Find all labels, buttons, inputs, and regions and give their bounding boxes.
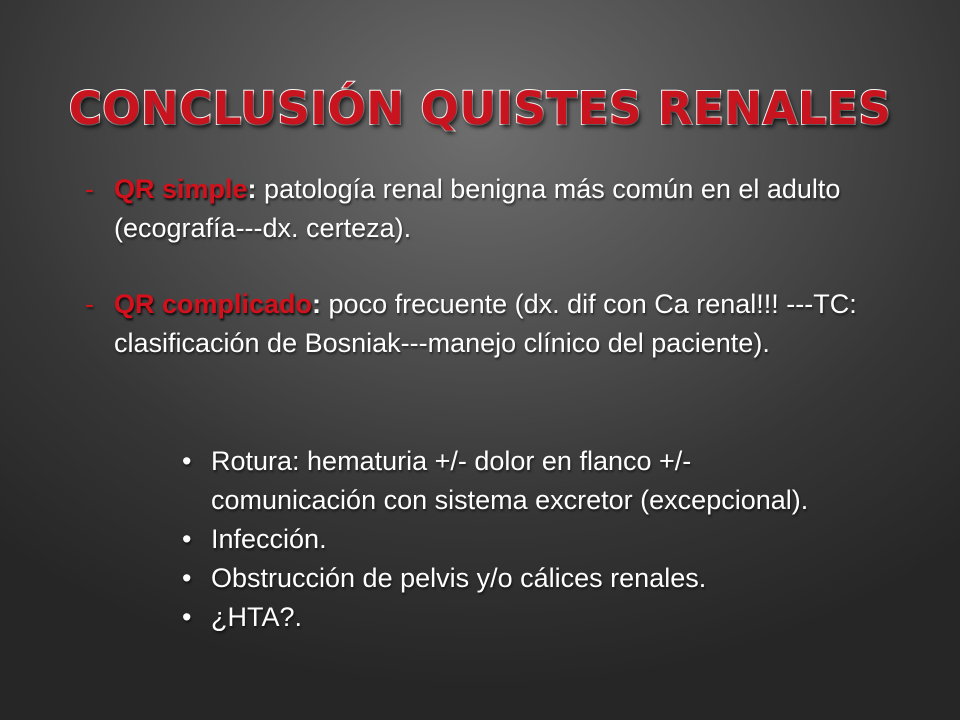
list-item-text: Obstrucción de pelvis y/o cálices renales. — [211, 563, 707, 593]
list-item-text: Rotura: hematuria +/- dolor en flanco +/- comunicación con sistema excretor (excepcional). — [211, 446, 809, 515]
dash-marker: - — [85, 289, 94, 319]
list-item — [182, 559, 862, 598]
paragraph-body — [85, 285, 885, 363]
list-item — [182, 598, 862, 637]
slide-title: CONCLUSIÓN QUISTES RENALES — [68, 82, 892, 135]
dash-marker: - — [85, 174, 94, 204]
paragraph-qr-simple — [85, 170, 885, 248]
list-item — [182, 520, 862, 559]
list-item-text: ¿HTA?. — [211, 602, 303, 632]
paragraph-qr-complicado — [85, 285, 885, 363]
bullet-icon: • — [182, 446, 192, 476]
bullet-icon: • — [182, 602, 192, 632]
keyword-colon: : — [247, 174, 257, 204]
bullet-icon: • — [182, 524, 192, 554]
keyword-qr-complicado: QR complicado — [114, 289, 313, 319]
paragraph-body — [85, 170, 885, 248]
keyword-qr-simple: QR simple — [114, 174, 248, 204]
bullet-icon: • — [182, 563, 192, 593]
complications-list — [182, 442, 862, 637]
list-item-text: Infección. — [211, 524, 327, 554]
paragraph-text: poco frecuente (dx. dif con Ca renal!!! ---TC: clasificación de Bosniak---manejo clínico del paciente). — [114, 289, 857, 358]
keyword-colon: : — [312, 289, 322, 319]
paragraph-text: patología renal benigna más común en el adulto (ecografía---dx. certeza). — [114, 174, 841, 243]
list-item — [182, 442, 862, 520]
